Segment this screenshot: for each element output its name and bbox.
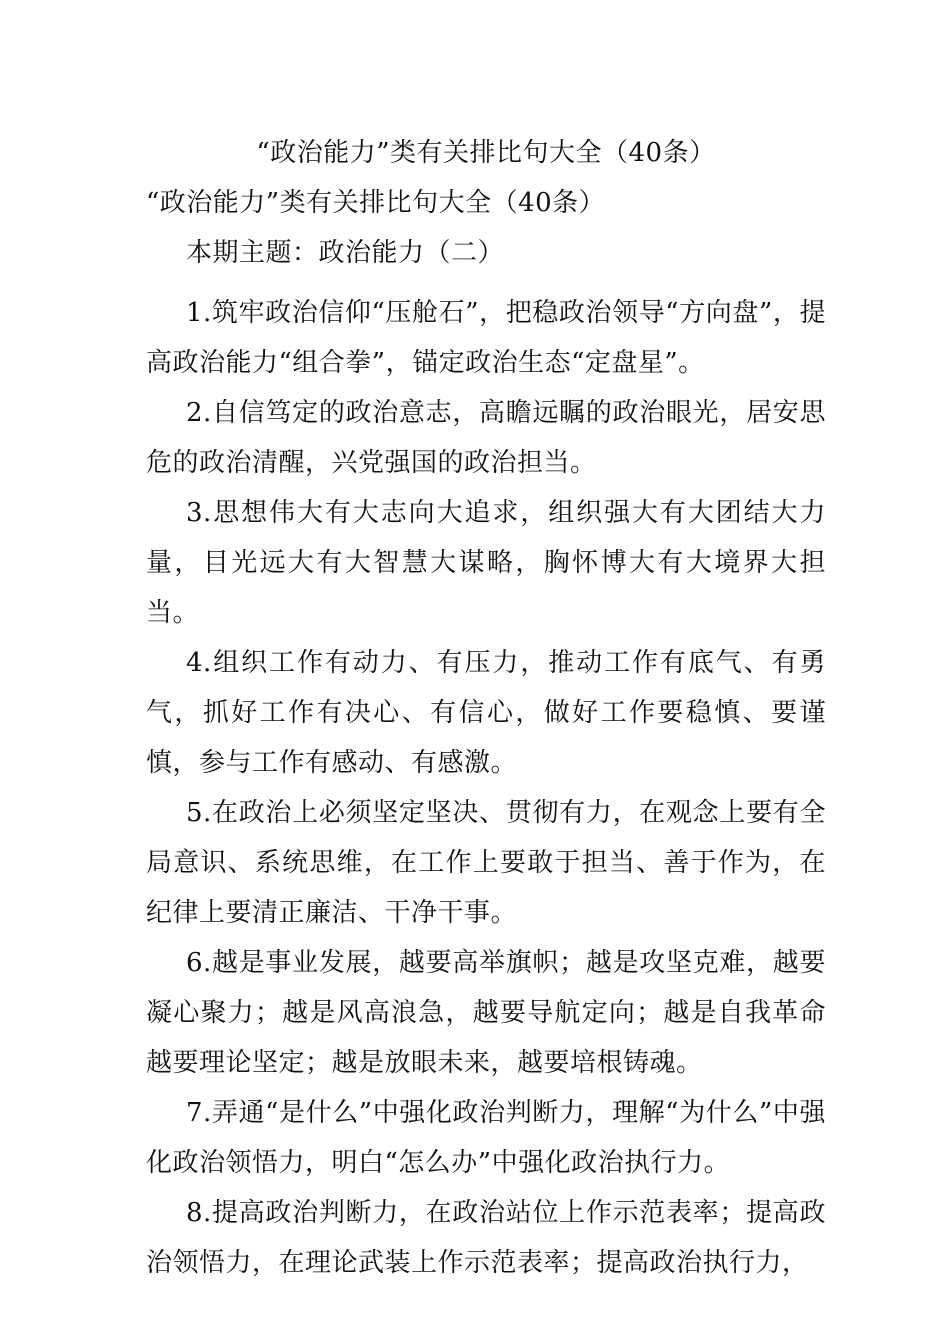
topic-line: 本期主题：政治能力（二） xyxy=(186,238,505,268)
document-subtitle: “政治能力”类有关排比句大全（40条） xyxy=(146,188,606,218)
document-title: “政治能力”类有关排比句大全（40条） xyxy=(256,138,716,168)
list-item: 3.思想伟大有大志向大追求，组织强大有大团结大力量，目光远大有大智慧大谋略，胸怀博大有大境界大担当。 xyxy=(146,498,826,628)
list-item: 4.组织工作有动力、有压力，推动工作有底气、有勇气，抓好工作有决心、有信心，做好工作要稳慎、要谨慎，参与工作有感动、有感激。 xyxy=(146,648,826,778)
list-item: 2.自信笃定的政治意志，高瞻远瞩的政治眼光，居安思危的政治清醒，兴党强国的政治担当。 xyxy=(146,398,826,478)
document-page xyxy=(146,128,826,1288)
list-item: 6.越是事业发展，越要高举旗帜；越是攻坚克难，越要凝心聚力；越是风高浪急，越要导航定向；越是自我革命越要理论坚定；越是放眼未来，越要培根铸魂。 xyxy=(146,948,826,1078)
list-item: 1.筑牢政治信仰“压舱石”，把稳政治领导“方向盘”，提高政治能力“组合拳”，锚定政治生态“定盘星”。 xyxy=(146,298,826,378)
list-item: 8.提高政治判断力，在政治站位上作示范表率；提高政治领悟力，在理论武装上作示范表率；提高政治执行力， xyxy=(146,1198,826,1278)
list-item: 7.弄通“是什么”中强化政治判断力，理解“为什么”中强化政治领悟力，明白“怎么办”中强化政治执行力。 xyxy=(146,1098,826,1178)
item-list xyxy=(146,288,826,1288)
list-item: 5.在政治上必须坚定坚决、贯彻有力，在观念上要有全局意识、系统思维，在工作上要敢于担当、善于作为，在纪律上要清正廉洁、干净干事。 xyxy=(146,798,826,928)
